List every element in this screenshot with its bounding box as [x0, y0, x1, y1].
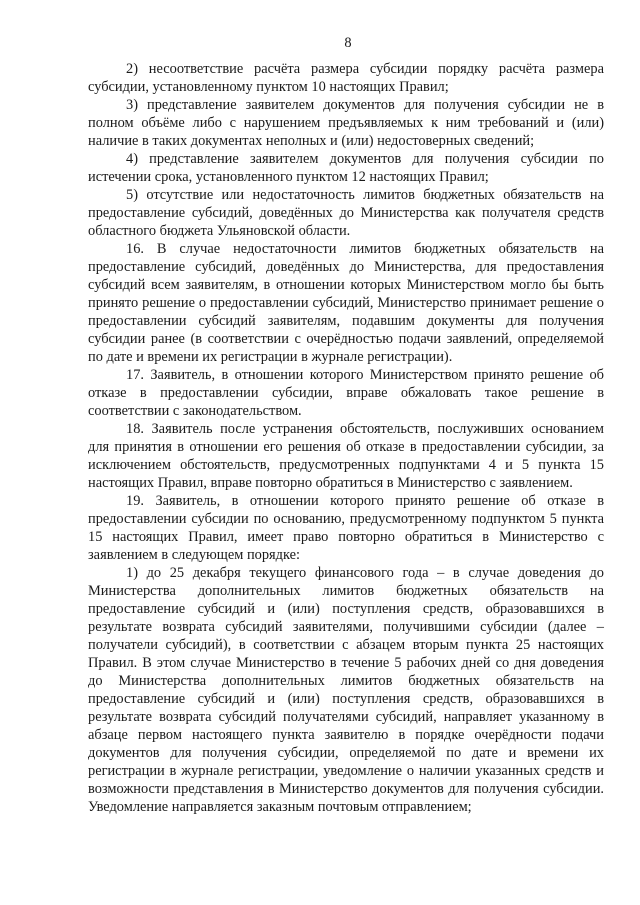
paragraph-clause-19-item-1: 1) до 25 декабря текущего финансового года – в случае доведения до Министерства дополнительных лимитов бюджетных обязательств на предоставление субсидий и (или) поступления средств, образовавшихся в результате возврата субсидий заявителями, получившими субсидии (далее – получатели субсидий), в соответствии с абзацем вторым пункта 25 настоящих Правил. В этом случае Министерство в течение 5 рабочих дней со дня доведения до Министерства дополнительных лимитов бюджетных обязательств на предоставление субсидий и (или) поступления средств, образовавшихся в результате возврата субсидий получателями субсидий, направляет указанному в абзаце первом настоящего пункта заявителю в порядке очерёдности подачи документов для получения субсидии, определяемой по дате и времени их регистрации в журнале регистрации, уведомление о наличии указанных средств и возможности представления в Министерство документов для получения субсидии. Уведомление направляется заказным почтовым отправлением;: [88, 565, 604, 815]
paragraph-item-5: 5) отсутствие или недостаточность лимитов бюджетных обязательств на предоставление субсидий, доведённых до Министерства как получателя средств областного бюджета Ульяновской области.: [88, 187, 604, 239]
page-number: 8: [344, 35, 352, 51]
paragraph-item-4: 4) представление заявителем документов для получения субсидии по истечении срока, установленного пунктом 12 настоящих Правил;: [88, 151, 604, 185]
paragraph-clause-16: 16. В случае недостаточности лимитов бюджетных обязательств на предоставление субсидий, доведённых до Министерства, для предоставления субсидий всем заявителям, в отношении которых Министерством могло бы быть принято решение о предоставлении субсидий, Министерство принимает решение о предоставлении субсидий заявителям, подавшим документы для получения субсидии ранее (в соответствии с очерёдностью подачи заявлений, определяемой по дате и времени их регистрации в журнале регистрации).: [88, 241, 604, 365]
paragraph-item-3: 3) представление заявителем документов для получения субсидии не в полном объёме либо с нарушением предъявляемых к ним требований и (или) наличие в таких документах неполных и (или) недостоверных сведений;: [88, 97, 604, 149]
paragraph-item-2: 2) несоответствие расчёта размера субсидии порядку расчёта размера субсидии, установленному пунктом 10 настоящих Правил;: [88, 61, 604, 95]
paragraph-clause-17: 17. Заявитель, в отношении которого Министерством принято решение об отказе в предоставлении субсидии, вправе обжаловать такое решение в соответствии с законодательством.: [88, 367, 604, 419]
paragraph-clause-18: 18. Заявитель после устранения обстоятельств, послуживших основанием для принятия в отношении его решения об отказе в предоставлении субсидии, за исключением обстоятельств, предусмотренных подпунктами 4 и 5 пункта 15 настоящих Правил, вправе повторно обратиться в Министерство с заявлением.: [88, 421, 604, 491]
paragraph-clause-19: 19. Заявитель, в отношении которого принято решение об отказе в предоставлении субсидии по основанию, предусмотренному подпунктом 5 пункта 15 настоящих Правил, имеет право повторно обратиться в Министерство с заявлением в следующем порядке:: [88, 493, 604, 563]
